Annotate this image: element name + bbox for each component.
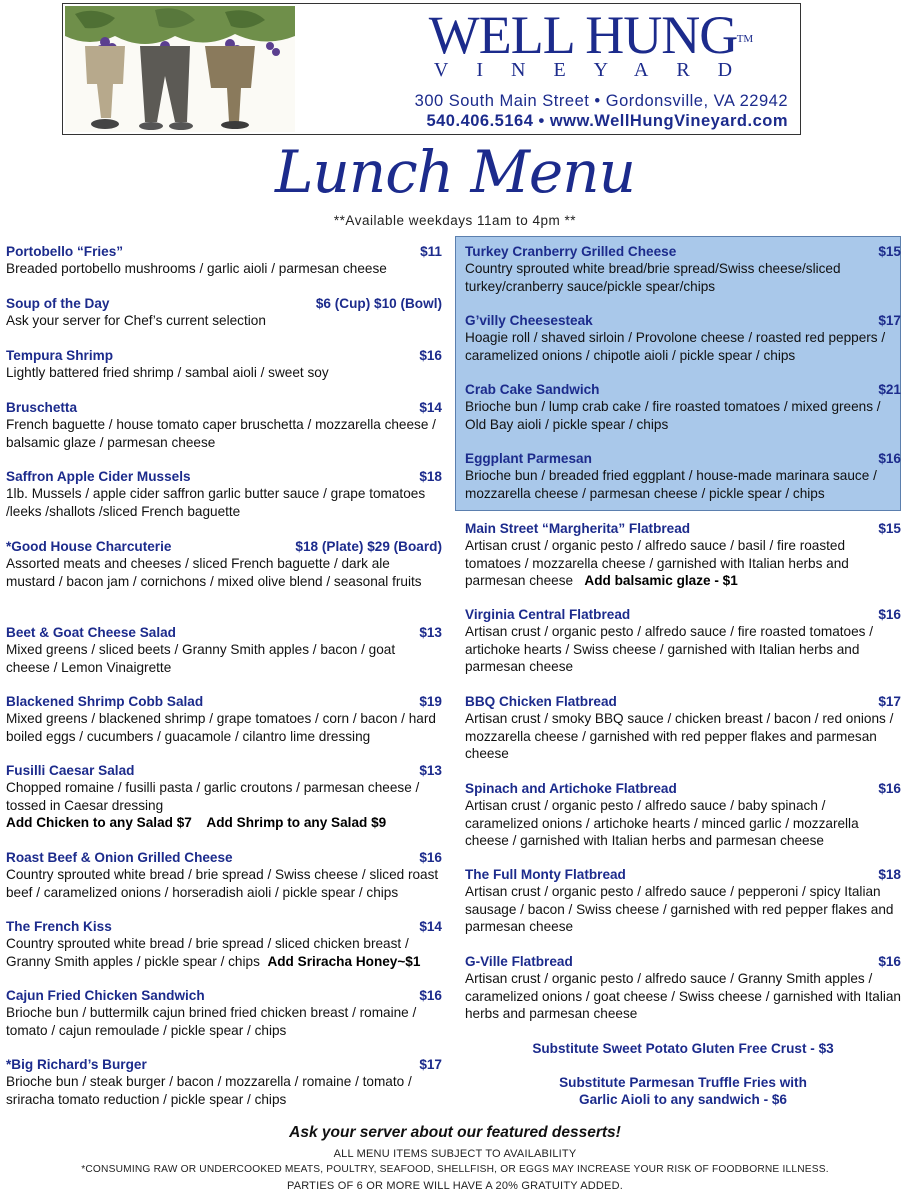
header-banner bbox=[62, 3, 801, 135]
page-title: Lunch Menu bbox=[275, 138, 635, 206]
item-price: $6 (Cup) $10 (Bowl) bbox=[315, 296, 442, 311]
item-description: Hoagie roll / shaved sirloin / Provolone cheese / roasted red peppers / caramelized onions / chipotle aioli / pickle spear / chips bbox=[465, 330, 886, 363]
item-price: $14 bbox=[419, 400, 442, 415]
item-name: Tempura Shrimp bbox=[6, 348, 114, 363]
item-price: $16 bbox=[878, 954, 901, 969]
item-price: $13 bbox=[419, 625, 442, 640]
menu-item bbox=[6, 243, 442, 278]
item-name: Bruschetta bbox=[6, 400, 78, 415]
truffle-fries-line1: Substitute Parmesan Truffle Fries with bbox=[559, 1075, 807, 1090]
item-name: The French Kiss bbox=[6, 919, 112, 934]
item-name: Spinach and Artichoke Flatbread bbox=[465, 781, 677, 796]
item-name: *Good House Charcuterie bbox=[6, 539, 172, 554]
availability-disclaimer: ALL MENU ITEMS SUBJECT TO AVAILABILITY bbox=[333, 1148, 577, 1160]
item-price: $17 bbox=[419, 1057, 442, 1072]
item-description: Artisan crust / smoky BBQ sauce / chicken breast / bacon / red onions / mozzarella cheese / garnished with red pepper flakes and parmesan cheese bbox=[465, 711, 894, 761]
item-name: Blackened Shrimp Cobb Salad bbox=[6, 694, 204, 709]
item-name: Fusilli Caesar Salad bbox=[6, 763, 135, 778]
item-price: $17 bbox=[878, 694, 901, 709]
item-description: Mixed greens / blackened shrimp / grape tomatoes / corn / bacon / hard boiled eggs / cucumbers / guacamole / cilantro lime dressing bbox=[6, 711, 436, 744]
item-price: $15 bbox=[878, 244, 901, 259]
item-price: $17 bbox=[878, 313, 901, 328]
item-name: Main Street “Margherita” Flatbread bbox=[465, 521, 691, 536]
item-addon: Add Sriracha Honey~$1 bbox=[267, 953, 421, 969]
item-name: G’villy Cheesesteak bbox=[465, 313, 593, 328]
vineyard-legs-illustration bbox=[65, 6, 295, 132]
menu-item bbox=[6, 347, 442, 382]
item-name: *Big Richard’s Burger bbox=[6, 1057, 147, 1072]
item-description: Brioche bun / lump crab cake / fire roasted tomatoes / mixed greens / Old Bay aioli / pickle spear / chips bbox=[465, 399, 881, 432]
menu-item bbox=[6, 987, 442, 1039]
item-price: $16 bbox=[419, 348, 442, 363]
item-description: Artisan crust / organic pesto / alfredo sauce / fire roasted tomatoes / artichoke hearts / Swiss cheese / garnished with Italian herbs and parmesan cheese bbox=[465, 624, 874, 674]
item-price: $18 bbox=[419, 469, 442, 484]
menu-item bbox=[465, 520, 901, 589]
item-description: Mixed greens / sliced beets / Granny Smith apples / bacon / goat cheese / Lemon Vinaigrette bbox=[6, 642, 396, 675]
item-description: Lightly battered fried shrimp / sambal aioli / sweet soy bbox=[6, 365, 329, 381]
item-description: Brioche bun / steak burger / bacon / mozzarella / romaine / tomato / sriracha tomato reduction / pickle spear / chips bbox=[6, 1074, 412, 1107]
item-description: Brioche bun / buttermilk cajun brined fried chicken breast / romaine / tomato / cajun remoulade / pickle spear / chips bbox=[6, 1005, 417, 1038]
availability-note: **Available weekdays 11am to 4pm ** bbox=[333, 213, 577, 228]
item-description: Ask your server for Chef’s current selection bbox=[6, 313, 266, 329]
item-price: $13 bbox=[419, 763, 442, 778]
item-price: $16 bbox=[878, 607, 901, 622]
brand-name: WELL HUNG bbox=[428, 5, 738, 65]
item-description: French baguette / house tomato caper bruschetta / mozzarella cheese / balsamic glaze / parmesan cheese bbox=[6, 417, 436, 450]
item-name: Soup of the Day bbox=[6, 296, 110, 311]
menu-item bbox=[465, 780, 901, 849]
contact-info: 540.406.5164 • www.WellHungVineyard.com bbox=[426, 112, 788, 130]
menu-item bbox=[6, 918, 442, 970]
menu-item bbox=[465, 243, 901, 295]
menu-item bbox=[6, 295, 442, 330]
item-description: Chopped romaine / fusilli pasta / garlic croutons / parmesan cheese / tossed in Caesar dressing bbox=[6, 780, 420, 813]
brand-logo bbox=[363, 5, 803, 81]
item-price: $18 bbox=[878, 867, 901, 882]
item-price: $18 (Plate) $29 (Board) bbox=[295, 539, 442, 554]
item-name: Beet & Goat Cheese Salad bbox=[6, 625, 176, 640]
menu-item bbox=[465, 953, 901, 1022]
item-price: $21 bbox=[878, 382, 901, 397]
address: 300 South Main Street • Gordonsville, VA 22942 bbox=[414, 92, 788, 110]
brand-subtitle: VINEYARD bbox=[433, 59, 761, 81]
item-name: BBQ Chicken Flatbread bbox=[465, 694, 617, 709]
item-name: Roast Beef & Onion Grilled Cheese bbox=[6, 850, 233, 865]
menu-item bbox=[6, 399, 442, 451]
item-description: Artisan crust / organic pesto / alfredo sauce / baby spinach / caramelized onions / artichoke hearts / minced garlic / mozzarella cheese / garnished with Italian herbs and parmesan cheese bbox=[465, 798, 859, 848]
item-name: Crab Cake Sandwich bbox=[465, 382, 600, 397]
menu-item bbox=[465, 866, 901, 935]
item-name: Turkey Cranberry Grilled Cheese bbox=[465, 244, 677, 259]
item-name: Virginia Central Flatbread bbox=[465, 607, 631, 622]
item-price: $16 bbox=[419, 988, 442, 1003]
item-price: $11 bbox=[420, 244, 442, 259]
item-description: Brioche bun / breaded fried eggplant / house-made marinara sauce / mozzarella cheese / parmesan cheese / pickle spear / chips bbox=[465, 468, 877, 501]
item-description: Country sprouted white bread/brie spread/Swiss cheese/sliced turkey/cranberry sauce/pickle spear/chips bbox=[465, 261, 841, 294]
item-addon: Add balsamic glaze - $1 bbox=[584, 572, 738, 588]
menu-item bbox=[6, 538, 442, 590]
truffle-fries-note bbox=[465, 1074, 901, 1108]
item-name: The Full Monty Flatbread bbox=[465, 867, 626, 882]
menu-item bbox=[465, 381, 901, 433]
item-price: $14 bbox=[419, 919, 442, 934]
salad-addon-note: Add Chicken to any Salad $7 Add Shrimp to any Salad $9 bbox=[6, 814, 387, 830]
menu-item bbox=[6, 762, 442, 831]
food-safety-warning: *CONSUMING RAW OR UNDERCOOKED MEATS, POULTRY, SEAFOOD, SHELLFISH, OR EGGS MAY INCREASE YOUR RISK OF FOODBORNE ILLNESS. bbox=[81, 1164, 829, 1175]
desserts-note: Ask your server about our featured desserts! bbox=[289, 1124, 621, 1141]
menu-item bbox=[465, 606, 901, 675]
trademark-mark: TM bbox=[736, 33, 754, 45]
gratuity-note: PARTIES OF 6 OR MORE WILL HAVE A 20% GRATUITY ADDED. bbox=[286, 1180, 623, 1192]
item-description: 1lb. Mussels / apple cider saffron garlic butter sauce / grape tomatoes /leeks /shallots /sliced French baguette bbox=[6, 486, 426, 519]
item-price: $15 bbox=[878, 521, 901, 536]
menu-item bbox=[6, 468, 442, 520]
item-description: Artisan crust / organic pesto / alfredo sauce / pepperoni / spicy Italian sausage / bacon / Swiss cheese / garnished with red pepper flakes and parmesan cheese bbox=[465, 884, 894, 934]
item-price: $16 bbox=[419, 850, 442, 865]
item-description: Assorted meats and cheeses / sliced French baguette / dark ale mustard / bacon jam / cornichons / mixed olive blend / seasonal fruits bbox=[6, 556, 422, 589]
menu-item bbox=[465, 450, 901, 502]
item-description: Country sprouted white bread / brie spread / sliced chicken breast / Granny Smith apples / pickle spear / chips bbox=[6, 936, 409, 969]
gluten-free-crust-note: Substitute Sweet Potato Gluten Free Crust - $3 bbox=[532, 1041, 834, 1056]
menu-item bbox=[465, 312, 901, 364]
item-price: $16 bbox=[878, 781, 901, 796]
menu-item bbox=[6, 849, 442, 901]
item-price: $19 bbox=[419, 694, 442, 709]
item-name: Cajun Fried Chicken Sandwich bbox=[6, 988, 205, 1003]
item-name: Saffron Apple Cider Mussels bbox=[6, 469, 191, 484]
item-price: $16 bbox=[878, 451, 901, 466]
item-description: Breaded portobello mushrooms / garlic aioli / parmesan cheese bbox=[6, 261, 387, 277]
item-description: Country sprouted white bread / brie spread / Swiss cheese / sliced roast beef / caramelized onions / horseradish aioli / pickle spear / chips bbox=[6, 867, 439, 900]
item-name: Portobello “Fries” bbox=[6, 244, 124, 259]
truffle-fries-line2: Garlic Aioli to any sandwich - $6 bbox=[579, 1092, 787, 1107]
item-name: G-Ville Flatbread bbox=[465, 954, 573, 969]
menu-item bbox=[465, 693, 901, 762]
item-description: Artisan crust / organic pesto / alfredo sauce / basil / fire roasted tomatoes / mozzarella cheese / garnished with Italian herbs and parmesan cheese bbox=[465, 538, 849, 588]
menu-item bbox=[6, 624, 442, 676]
menu-item bbox=[6, 693, 442, 745]
menu-item bbox=[6, 1056, 442, 1108]
item-name: Eggplant Parmesan bbox=[465, 451, 592, 466]
item-description: Artisan crust / organic pesto / alfredo sauce / Granny Smith apples / caramelized onions / goat cheese / Swiss cheese / garnished with Italian herbs and parmesan cheese bbox=[465, 971, 901, 1021]
